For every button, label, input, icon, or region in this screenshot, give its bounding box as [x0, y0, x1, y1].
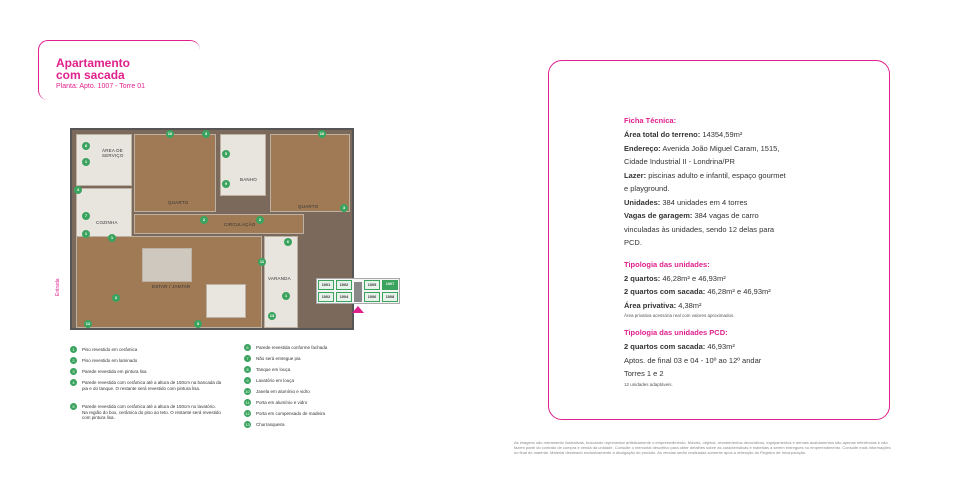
title-line-2: com sacada: [56, 68, 125, 82]
legend-number: 12: [245, 411, 250, 416]
tipologia-note: Área privativa acessória real com valores aproximados.: [624, 313, 735, 318]
legend-text: Parede revestida com cerâmica até a altura de 150cm na bancada da pia e do tanque. O restante será revestido com pintura lisa.: [82, 380, 222, 391]
plan-badge: 2: [112, 294, 120, 302]
legend-number: 4: [70, 379, 77, 386]
legend-text: Tanque em louça: [256, 367, 291, 372]
plan-badge: 1: [82, 158, 90, 166]
unit-cell: 1002: [318, 292, 334, 302]
label-banho: BANHO: [240, 177, 258, 182]
page-subtitle: Planta: Apto. 1007 - Torre 01: [56, 83, 145, 90]
value: 4,38m²: [678, 300, 702, 310]
legend-text: Lavatório em louça: [256, 378, 295, 383]
label: 2 quartos com sacada:: [624, 287, 706, 296]
plan-badge: 2: [256, 216, 264, 224]
ficha-vagas-3: PCD.: [624, 238, 642, 247]
legend-text: Porta em alumínio e vidro: [256, 400, 308, 405]
unit-cell: 1006: [364, 292, 380, 302]
unit-cell: 1002: [336, 280, 352, 290]
value: 46,93m²: [707, 342, 735, 351]
value: Avenida João Miguel Caram, 1515,: [662, 143, 780, 153]
value: 46,28m² e 46,93m²: [662, 273, 726, 283]
value: 384 vagas de carro: [694, 211, 759, 220]
legend-number: 5: [70, 403, 77, 410]
unit-cell: 1001: [318, 280, 334, 290]
unit-cell: 1008: [382, 292, 398, 302]
legend-number: 6: [244, 344, 251, 351]
label-quarto-1: QUARTO: [168, 200, 189, 205]
plan-badge: 11: [259, 259, 265, 264]
ficha-area: [624, 128, 834, 142]
legend-text: Porta em compensado de madeira: [256, 411, 326, 416]
value: 14354,59m²: [702, 130, 743, 139]
legend-text: Piso revestido em laminado: [82, 358, 138, 363]
label: Endereço:: [624, 143, 661, 153]
room-circulacao: [134, 214, 304, 234]
info-card-content: [624, 116, 834, 389]
label-area-servico: ÁREA DE SERVIÇO: [102, 148, 124, 158]
plan-badge: 5: [222, 150, 230, 158]
pcd-aptos: Aptos. de final 03 e 04 - 10º ao 12º andar: [624, 355, 762, 365]
pcd-torres: Torres 1 e 2: [624, 369, 664, 378]
legend-text: Parede revestida conforme fachada: [256, 345, 328, 350]
legend-number: 9: [244, 377, 251, 384]
key-plan-core: [354, 282, 362, 302]
ficha-vagas-2: vinculadas às unidades, sendo 12 delas para: [624, 224, 775, 234]
plan-badge: 1: [82, 230, 90, 238]
legend-number: 10: [245, 389, 250, 394]
plan-badge: 3: [202, 130, 210, 138]
page-title: [56, 57, 196, 81]
label: Vagas de garagem:: [624, 211, 693, 220]
unit-cell: 1004: [336, 292, 352, 302]
label-estar: ESTAR / JANTAR: [152, 284, 191, 289]
legend-text: Parede revestida com cerâmica até a altura de 150cm no lavatório. Na região do box, cerâmica do piso ao teto. O restante será revestido com pintura lisa.: [82, 404, 221, 420]
pcd-title: Tipologia das unidades PCD:: [624, 328, 728, 337]
plan-badge: 8: [82, 142, 90, 150]
label-cozinha: COZINHA: [96, 220, 118, 225]
plan-badge: 1: [108, 234, 116, 242]
rug: [142, 248, 192, 282]
legend-text: Não será entregue pia: [256, 356, 301, 361]
tipologia-privativa: [624, 299, 834, 313]
ficha-vagas: [624, 209, 834, 223]
plan-badge: 2: [200, 216, 208, 224]
floor-plan: [70, 128, 354, 330]
label: 2 quartos com sacada:: [624, 342, 706, 351]
label: Área privativa:: [624, 300, 677, 310]
plan-badge: 9: [222, 180, 230, 188]
location-arrow-icon: [352, 306, 364, 313]
legend-number: 1: [70, 346, 77, 353]
ficha-unidades: [624, 196, 834, 210]
legend-text: Parede revestida em pintura lisa: [82, 369, 147, 374]
disclaimer: As imagens são meramente ilustrativas, buscando representar artisticamente o empreendimento. Móveis, objetos, revestimentos decorativos, equipamentos e demais acabamentos são apenas referências e não fazem parte do contrato de compra e venda da unidade. Consulte o memorial descritivo para obter detalhes sobre as características e materiais a serem entregues no empreendimento. Consulte mais informações no final do material. Material destinado exclusivamente à divulgação do produto. As vendas serão realizadas somente após a obtenção do Registro de Incorporação.: [514, 440, 891, 455]
plan-badge: 7: [82, 212, 90, 220]
legend-number: 8: [244, 366, 251, 373]
plan-badge: 10: [167, 131, 173, 136]
room-quarto-2: [270, 134, 350, 212]
label: Área total do terreno:: [624, 130, 701, 139]
plan-badge: 12: [85, 321, 91, 326]
label: Unidades:: [624, 197, 661, 207]
label-varanda: VARANDA: [268, 276, 291, 281]
legend-text: Piso revestido em cerâmica: [82, 347, 138, 352]
legend-number: 2: [70, 357, 77, 364]
label-quarto-2: QUARTO: [298, 204, 319, 209]
plan-badge: 10: [319, 131, 325, 136]
unit-cell-selected: 1007: [382, 280, 398, 290]
legend-text: Janela em alumínio e vidro: [256, 389, 310, 394]
plan-badge: 13: [269, 313, 275, 318]
tipologia-2q-sacada: [624, 285, 834, 299]
ficha-endereco: [624, 142, 834, 156]
value: 384 unidades em 4 torres: [662, 197, 748, 207]
pcd-sacada: [624, 340, 834, 354]
title-line-1: Apartamento: [56, 56, 131, 70]
ficha-lazer-2: e playground.: [624, 184, 670, 193]
legend-number: 13: [245, 422, 250, 427]
value: piscinas adulto e infantil, espaço gourmet: [648, 170, 786, 180]
label: 2 quartos:: [624, 273, 661, 283]
entrada-label: Entrada: [55, 278, 61, 296]
plan-badge: 6: [284, 238, 292, 246]
tipologia-2q: [624, 272, 834, 286]
plan-badge: 4: [74, 186, 82, 194]
ficha-lazer: [624, 169, 834, 183]
label-circulacao: CIRCULAÇÃO: [224, 222, 256, 227]
dining-table: [206, 284, 246, 318]
legend-number: 7: [244, 355, 251, 362]
plan-badge: 3: [340, 204, 348, 212]
pcd-note: 12 unidades adaptáveis.: [624, 381, 673, 387]
unit-cell: 1005: [364, 280, 380, 290]
plan-badge: 1: [282, 292, 290, 300]
ficha-endereco-2: Cidade Industrial II - Londrina/PR: [624, 157, 735, 166]
legend-number: 3: [70, 368, 77, 375]
ficha-title: Ficha Técnica:: [624, 116, 677, 125]
label: Lazer:: [624, 170, 647, 180]
legend-text: Churrasqueira: [256, 422, 285, 427]
tipologia-title: Tipologia das unidades:: [624, 259, 710, 269]
plan-badge: 3: [194, 320, 202, 328]
value: 46,28m² e 46,93m²: [707, 287, 771, 296]
legend-number: 11: [245, 400, 250, 405]
